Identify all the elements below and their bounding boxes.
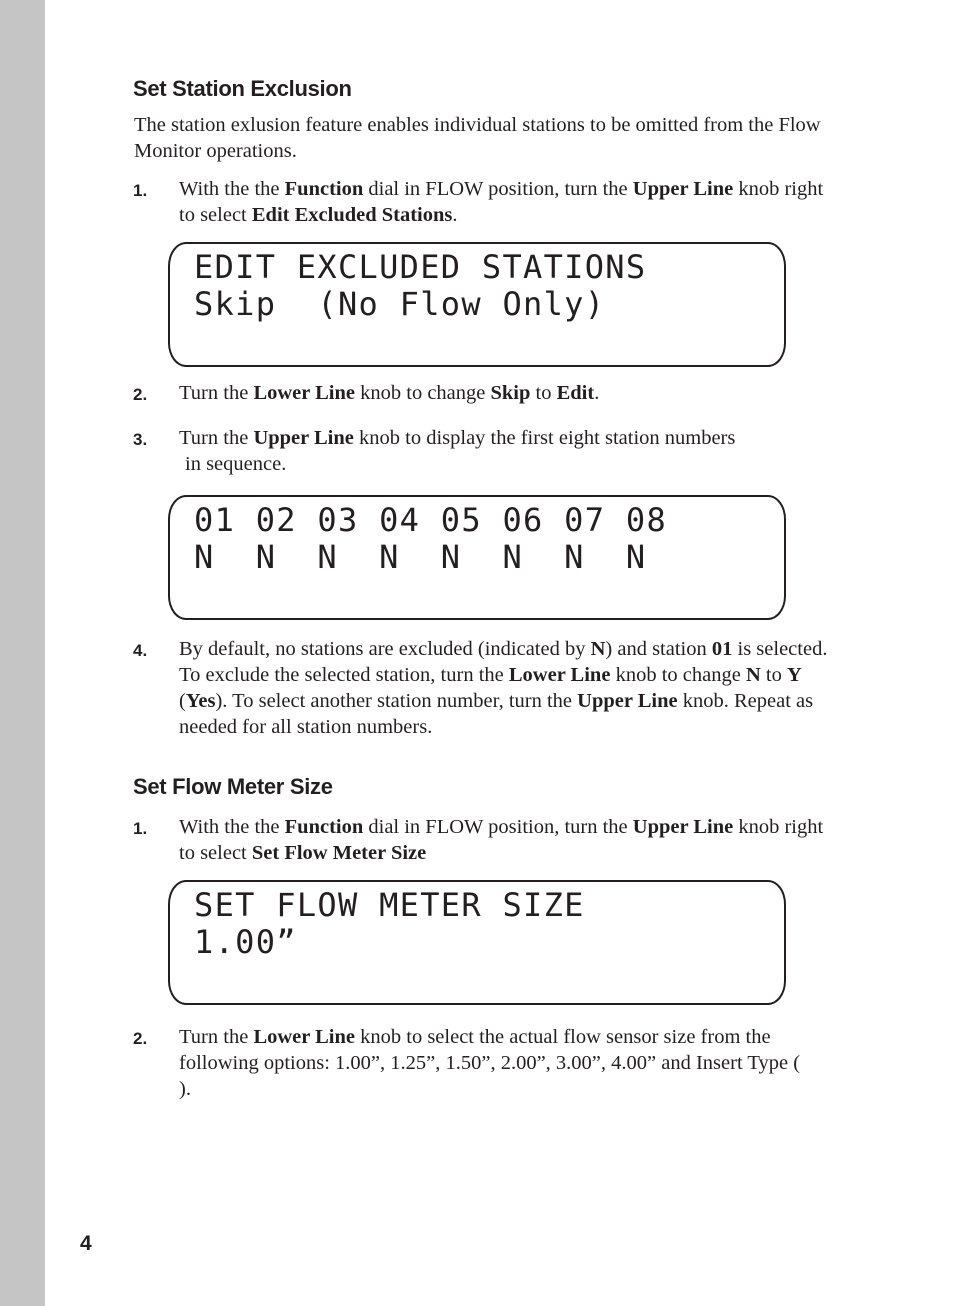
page-number: 4	[80, 1232, 92, 1255]
lcd-display-edit-excluded	[168, 242, 786, 367]
lcd-line-1: 01 02 03 04 05 06 07 08	[194, 501, 668, 539]
section-heading-flow-meter-size: Set Flow Meter Size	[133, 774, 333, 799]
step-text: By default, no stations are excluded (indicated by N) and station 01 is selected. To exclude the selected station, turn the Lower Line knob to change N to Y (Yes). To select another station number, turn the Upper Line knob. Repeat as needed for all station numbers.	[179, 638, 828, 738]
step-text: With the the Function dial in FLOW position, turn the Upper Line knob right to select Edit Excluded Stations.	[179, 178, 824, 226]
intro-paragraph: The station exlusion feature enables individual stations to be omitted from the Flow Monitor operations.	[134, 114, 821, 162]
step-number: 2.	[133, 1029, 148, 1048]
lcd-line-2: N N N N N N N N	[194, 538, 647, 576]
section-heading-station-exclusion: Set Station Exclusion	[133, 76, 352, 101]
lcd-line-2: 1.00”	[194, 923, 297, 961]
step-text: Turn the Lower Line knob to change Skip to Edit.	[179, 382, 600, 404]
lcd-line-2: Skip (No Flow Only)	[194, 285, 606, 323]
lcd-line-1: EDIT EXCLUDED STATIONS	[194, 248, 647, 286]
lcd-display-flow-meter-size	[168, 880, 786, 1005]
step-text: With the the Function dial in FLOW position, turn the Upper Line knob right to select Set Flow Meter Size	[179, 816, 824, 864]
step-text: Turn the Lower Line knob to select the actual flow sensor size from the following options: 1.00”, 1.25”, 1.50”, 2.00”, 3.00”, 4.00” and Insert Type ( ).	[179, 1026, 801, 1100]
step-number: 2.	[133, 385, 148, 404]
lcd-line-1: SET FLOW METER SIZE	[194, 886, 585, 924]
step-text: Turn the Upper Line knob to display the first eight station numbers in sequence.	[179, 427, 736, 475]
page-edge-bar	[0, 0, 45, 1306]
step-number: 4.	[133, 641, 148, 660]
step-number: 1.	[133, 819, 148, 838]
lcd-display-station-numbers	[168, 495, 786, 620]
step-number: 1.	[133, 181, 148, 200]
step-number: 3.	[133, 430, 148, 449]
